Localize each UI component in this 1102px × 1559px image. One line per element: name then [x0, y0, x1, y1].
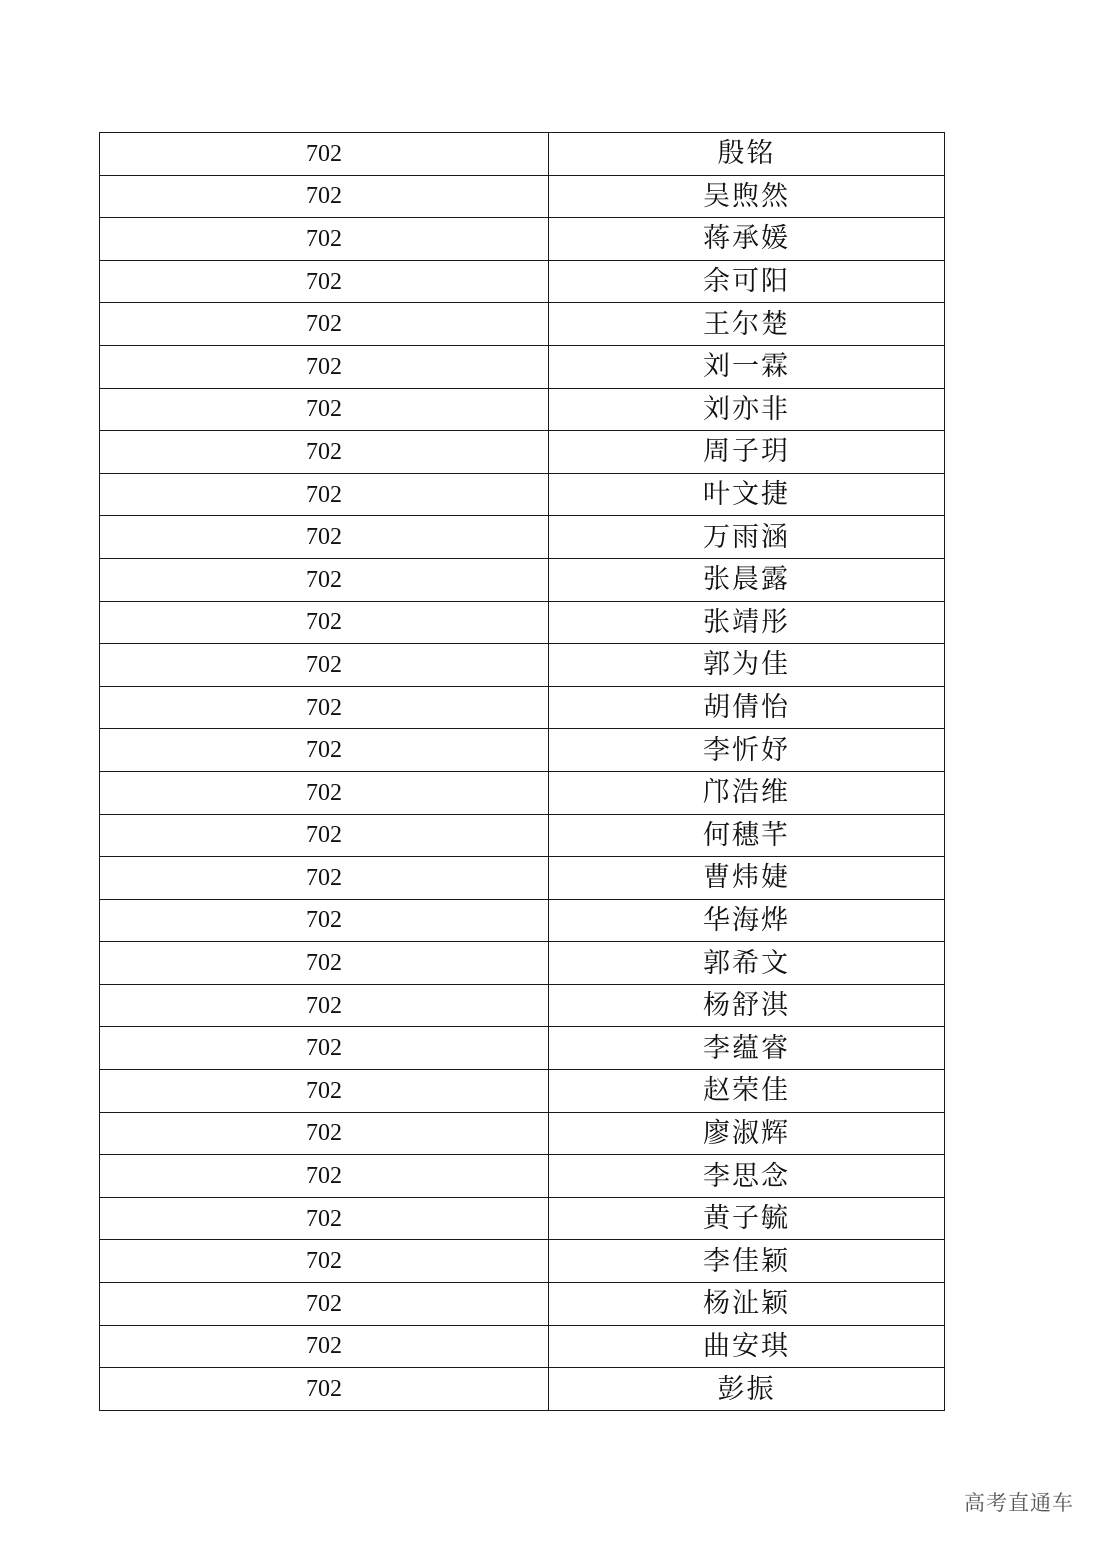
student-name-cell: 余可阳 — [549, 260, 945, 303]
student-name-cell: 王尔楚 — [549, 303, 945, 346]
student-name-cell: 邝浩维 — [549, 771, 945, 814]
table-row — [100, 1368, 945, 1411]
student-name-cell: 廖淑辉 — [549, 1112, 945, 1155]
student-name-cell: 郭希文 — [549, 942, 945, 985]
student-name-cell: 彭振 — [549, 1368, 945, 1411]
class-number-cell: 702 — [100, 431, 549, 474]
student-name-cell: 李佳颖 — [549, 1240, 945, 1283]
class-number-cell: 702 — [100, 1325, 549, 1368]
class-number-cell: 702 — [100, 601, 549, 644]
table-row — [100, 260, 945, 303]
class-number-cell: 702 — [100, 558, 549, 601]
class-number-cell: 702 — [100, 814, 549, 857]
table-row — [100, 899, 945, 942]
class-number-cell: 702 — [100, 942, 549, 985]
student-name-cell: 吴煦然 — [549, 175, 945, 218]
table-row — [100, 388, 945, 431]
class-number-cell: 702 — [100, 984, 549, 1027]
class-number-cell: 702 — [100, 1240, 549, 1283]
class-number-cell: 702 — [100, 1027, 549, 1070]
student-name-cell: 李思念 — [549, 1155, 945, 1198]
roster-table-body — [100, 133, 945, 1411]
class-number-cell: 702 — [100, 644, 549, 687]
student-name-cell: 李蕴睿 — [549, 1027, 945, 1070]
table-row — [100, 857, 945, 900]
table-row — [100, 771, 945, 814]
table-row — [100, 431, 945, 474]
table-row — [100, 175, 945, 218]
class-number-cell: 702 — [100, 1112, 549, 1155]
class-number-cell: 702 — [100, 473, 549, 516]
class-number-cell: 702 — [100, 1070, 549, 1113]
table-row — [100, 1240, 945, 1283]
table-row — [100, 516, 945, 559]
student-name-cell: 蒋承媛 — [549, 218, 945, 261]
class-number-cell: 702 — [100, 175, 549, 218]
student-name-cell: 刘一霖 — [549, 345, 945, 388]
class-number-cell: 702 — [100, 345, 549, 388]
class-number-cell: 702 — [100, 1368, 549, 1411]
student-name-cell: 曲安琪 — [549, 1325, 945, 1368]
table-row — [100, 473, 945, 516]
watermark-text: 高考直通车 — [964, 1491, 1074, 1515]
table-row — [100, 345, 945, 388]
table-row — [100, 303, 945, 346]
student-name-cell: 李忻妤 — [549, 729, 945, 772]
student-name-cell: 刘亦非 — [549, 388, 945, 431]
class-number-cell: 702 — [100, 857, 549, 900]
class-number-cell: 702 — [100, 771, 549, 814]
student-name-cell: 华海烨 — [549, 899, 945, 942]
student-name-cell: 万雨涵 — [549, 516, 945, 559]
student-name-cell: 赵荣佳 — [549, 1070, 945, 1113]
student-name-cell: 殷铭 — [549, 133, 945, 176]
class-number-cell: 702 — [100, 899, 549, 942]
table-row — [100, 644, 945, 687]
table-row — [100, 1027, 945, 1070]
student-name-cell: 何穗芊 — [549, 814, 945, 857]
table-row — [100, 686, 945, 729]
table-row — [100, 729, 945, 772]
student-name-cell: 张晨露 — [549, 558, 945, 601]
table-row — [100, 601, 945, 644]
class-number-cell: 702 — [100, 260, 549, 303]
class-number-cell: 702 — [100, 729, 549, 772]
table-row — [100, 814, 945, 857]
table-row — [100, 1197, 945, 1240]
table-row — [100, 1155, 945, 1198]
table-row — [100, 1112, 945, 1155]
class-number-cell: 702 — [100, 1283, 549, 1326]
student-name-cell: 张靖彤 — [549, 601, 945, 644]
class-number-cell: 702 — [100, 516, 549, 559]
table-row — [100, 984, 945, 1027]
table-row — [100, 942, 945, 985]
class-number-cell: 702 — [100, 388, 549, 431]
class-number-cell: 702 — [100, 1155, 549, 1198]
table-row — [100, 558, 945, 601]
table-row — [100, 133, 945, 176]
table-row — [100, 1325, 945, 1368]
class-number-cell: 702 — [100, 303, 549, 346]
student-name-cell: 胡倩怡 — [549, 686, 945, 729]
class-number-cell: 702 — [100, 1197, 549, 1240]
student-roster-table — [99, 132, 945, 1411]
class-number-cell: 702 — [100, 133, 549, 176]
student-name-cell: 杨舒淇 — [549, 984, 945, 1027]
student-name-cell: 周子玥 — [549, 431, 945, 474]
student-name-cell: 黄子毓 — [549, 1197, 945, 1240]
student-name-cell: 杨沚颖 — [549, 1283, 945, 1326]
table-row — [100, 218, 945, 261]
class-number-cell: 702 — [100, 686, 549, 729]
table-row — [100, 1283, 945, 1326]
class-number-cell: 702 — [100, 218, 549, 261]
student-name-cell: 叶文捷 — [549, 473, 945, 516]
student-name-cell: 曹炜婕 — [549, 857, 945, 900]
table-row — [100, 1070, 945, 1113]
student-name-cell: 郭为佳 — [549, 644, 945, 687]
